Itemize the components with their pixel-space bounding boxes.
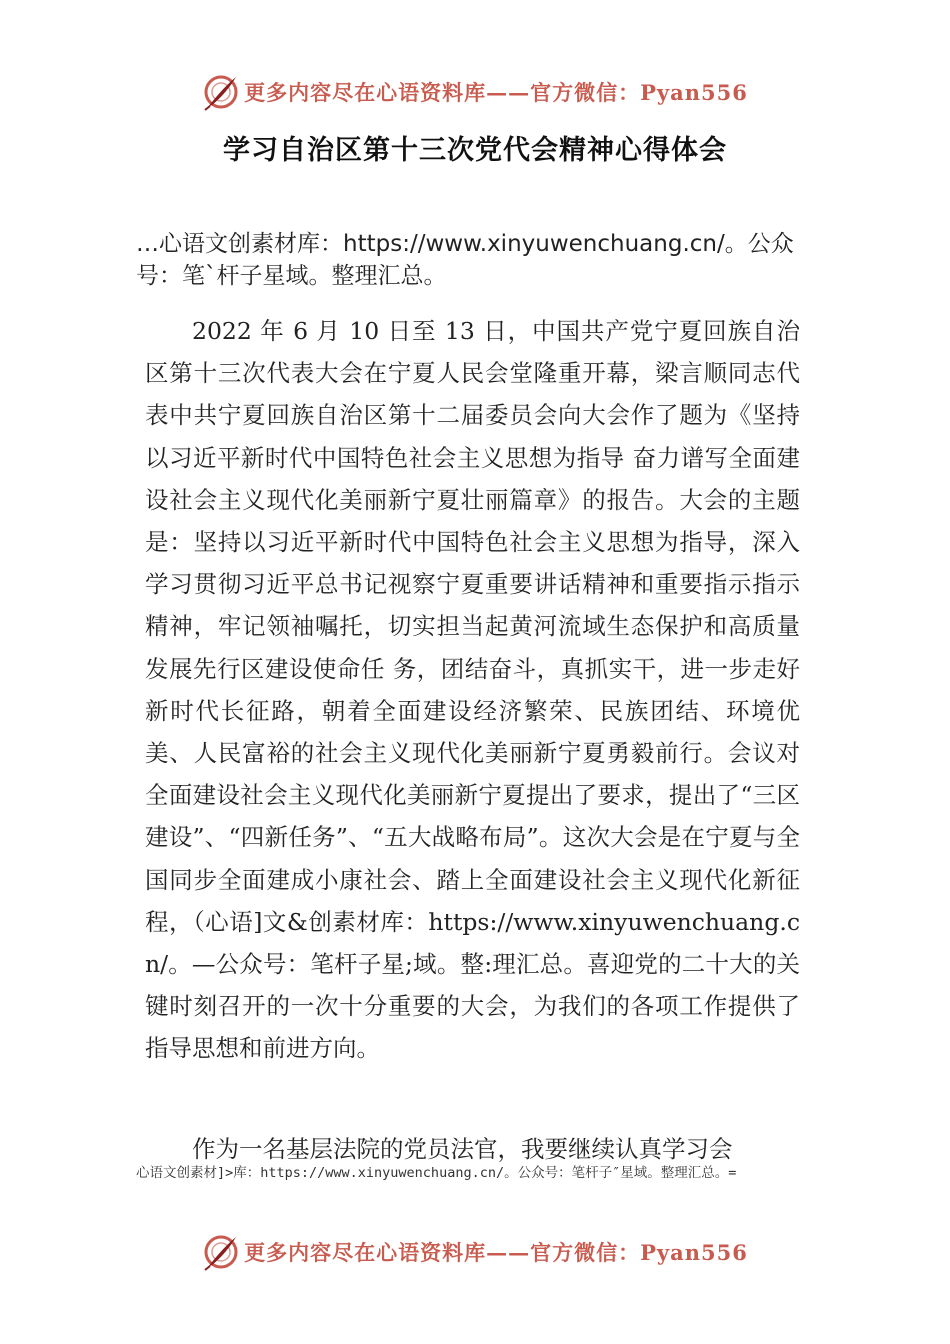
body-paragraph-1: 2022 年 6 月 10 日至 13 日，中国共产党宁夏回族自治区第十三次代表大会在宁夏人民会堂隆重开幕，梁言顺同志代表中共宁夏回族自治区第十二届委员会向大会作了题为《坚持以习近平新时代中国特色社会主义思想为指导 奋力谱写全面建设社会主义现代化美丽新宁夏壮丽篇章》的报告。大会的主题是：坚持以习近平新时代中国特色社会主义思想为指导，深入学习贯彻习近平总书记视察宁夏重要讲话精神和重要指示指示精神，牢记领袖嘱托，切实担当起黄河流域生态保护和高质量发展先行区建设使命任 务，团结奋斗，真抓实干，进一步走好新时代长征路，朝着全面建设经济繁荣、民族团结、环境优美、人民富裕的社会主义现代化美丽新宁夏勇毅前行。会议对全面建设社会主义现代化美丽新宁夏提出了要求，提出了“三区建设”、“四新任务”、“五大战略布局”。这次大会是在宁夏与全国同步全面建成小康社会、踏上全面建设社会主义现代化新征程，（心语]文&创素材库：https://www.xinyuwenchuang.cn/。—公众号：笔杆子星;域。整:理汇总。喜迎党的二十大的关键时刻召开的一次十分重要的大会，为我们的各项工作提供了指导思想和前进方向。 bbox=[145, 317, 800, 1063]
quill-logo-icon bbox=[202, 1233, 240, 1271]
footnote: 心语文创素材]>库：https://www.xinyuwenchuang.cn/。公众号：笔杆子″星域。整理汇总。= bbox=[136, 1165, 737, 1181]
quill-logo-icon bbox=[202, 73, 240, 111]
page-title: 学习自治区第十三次党代会精神心得体会 bbox=[223, 135, 727, 166]
footer-banner-text: 更多内容尽在心语资料库——官方微信：Pyan556 bbox=[244, 1240, 748, 1265]
footer-banner bbox=[0, 1230, 950, 1274]
header-banner bbox=[0, 70, 950, 114]
header-banner-text: 更多内容尽在心语资料库——官方微信：Pyan556 bbox=[244, 80, 748, 105]
body-paragraph-2: 作为一名基层法院的党员法官，我要继续认真学习会 bbox=[192, 1135, 733, 1162]
source-line: …心语文创素材库：https://www.xinyuwenchuang.cn/。公众号：笔`杆子星域。整理汇总。 bbox=[136, 231, 794, 289]
